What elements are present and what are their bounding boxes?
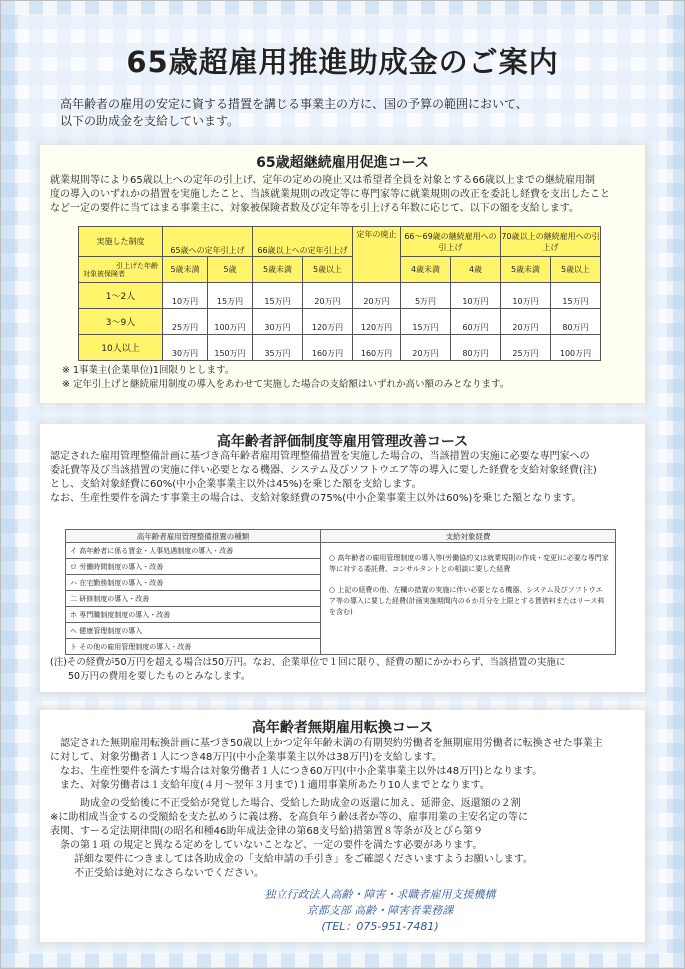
measure-item: ハ 在宅勤務制度の導入・改善: [66, 575, 321, 591]
diag-label-age: 引上げた年齢: [116, 262, 158, 270]
section-body: [50, 737, 642, 881]
note-line: ※ 1事業主(企業単位)1回限りとします。: [62, 365, 235, 376]
intro-line: 以下の助成金を支給しています。: [60, 114, 240, 128]
sub-header: 5歳未満: [253, 257, 303, 283]
intro-text: [60, 96, 640, 130]
sub-header: 4歳未満: [401, 257, 451, 283]
body-line: など一定の要件に当てはまる事業主に、対象被保険者数及び定年等を引上げる年数に応じて、以下の額を支給します。: [50, 203, 579, 214]
body-line: 表関、すーる定法期律間(の昭名和種46助年成法金律の第68支号給)措第置８等条が及とびら第９: [50, 826, 483, 837]
eligible-expenses: [321, 543, 616, 655]
body-line: とし、支給対象経費に60%(中小企業事業主以外は45%)を乗じた額を支給します。: [50, 479, 422, 490]
amount-cell: 100万円: [208, 309, 253, 335]
column-group-header: 定年の廃止: [353, 227, 401, 283]
amount-cell: 10万円: [501, 283, 551, 309]
note-line: 50万円の費用を要したものとみなします。: [68, 671, 251, 682]
expense-description: ○ 高年齢者の雇用管理制度の導入等(労働協約又は就業規則の作成・変更)に必要な専門家等に対する委託費、コンサルタントとの相談に要した経費: [329, 554, 609, 573]
amount-cell: 150万円: [208, 335, 253, 361]
amount-cell: 100万円: [551, 335, 601, 361]
amount-cell: 60万円: [451, 309, 501, 335]
body-line: 度の導入のいずれかの措置を実施したこと、当該就業規則の改定等に専門家等に就業規則の改正を委託し経費を支出したこと: [50, 189, 610, 200]
measure-item: ホ 専門職制度制度の導入・改善: [66, 607, 321, 623]
section-body: [50, 450, 642, 506]
sub-header: 4歳: [451, 257, 501, 283]
body-line: 不正受給は絶対になさらないでください。: [74, 868, 264, 879]
section-title: 高年齢者評価制度等雇用管理改善コース: [216, 434, 469, 450]
expense-description: ○ 上記の経費の他、左欄の措置の実施に伴い必要となる機器、システム及びソフトウエア等の導入に要した経費(計画実施期間内の６か月分を上限とする賃借料またはリース料を含む): [329, 586, 605, 616]
body-line: 認定された無期雇用転換計画に基づき50歳以上かつ定年年齢未満の有期契約労働者を無期雇用労働者に転換させた事業主: [60, 738, 603, 749]
diag-label-insured: 対象被保険者: [83, 270, 125, 278]
amount-cell: 120万円: [303, 309, 353, 335]
sub-header: 5歳以上: [551, 257, 601, 283]
measures-table: [65, 529, 616, 655]
column-group-header: 65歳への定年引上げ: [163, 227, 253, 257]
amount-cell: 120万円: [353, 309, 401, 335]
measure-item: ヘ 健康管理制度の導入: [66, 623, 321, 639]
table-corner-label: 実施した制度: [79, 227, 163, 257]
body-line: また、対象労働者は１支給年度(４月〜翌年３月まで)１適用事業所あたり10人までとなります。: [60, 780, 490, 791]
table-header: 支給対象経費: [321, 530, 616, 543]
column-group-header: 66〜69歳の継続雇用への引上げ: [401, 227, 501, 257]
amount-cell: 20万円: [501, 309, 551, 335]
amount-cell: 5万円: [401, 283, 451, 309]
row-label: 10人以上: [79, 335, 163, 361]
amount-cell: 160万円: [303, 335, 353, 361]
note-line: ※ 定年引上げと継続雇用制度の導入をあわせて実施した場合の支給額はいずれか高い額のみとなります。: [62, 379, 510, 390]
amount-cell: 20万円: [353, 283, 401, 309]
table-diagonal-header: [79, 257, 163, 283]
amount-cell: 25万円: [501, 335, 551, 361]
amount-cell: 30万円: [163, 335, 208, 361]
amount-cell: 80万円: [451, 335, 501, 361]
body-line: 条の第１項 の規定と異なる定めをしていないことなど、一定の要件を満たす必要があります。: [60, 840, 483, 851]
amount-cell: 35万円: [253, 335, 303, 361]
body-line: 就業規則等により65歳以上への定年の引上げ、定年の定めの廃止又は希望者全員を対象とする66歳以上までの継続雇用制: [50, 175, 596, 186]
amount-cell: 10万円: [451, 283, 501, 309]
phone-number: (TEL：075-951-7481): [321, 920, 439, 933]
column-group-header: 66歳以上への定年引上げ: [253, 227, 353, 257]
body-line: 助成金の受給後に不正受給が発覚した場合、受給した助成金の返還に加え、延滞金、返還額の２割: [80, 798, 521, 809]
body-line: 委託費等及び当該措置の実施に伴い必要となる機器、システム及びソフトウエア等の導入に要した経費を支給対象経費(注): [50, 465, 597, 476]
body-line: 認定された雇用管理整備計画に基づき高年齢者雇用管理整備措置を実施した場合の、当該措置の実施に必要な専門家への: [50, 451, 590, 462]
amount-cell: 15万円: [208, 283, 253, 309]
measure-item: 二 研修制度の導入・改善: [66, 591, 321, 607]
note-line: (注)その経費が50万円を超える場合は50万円。なお、企業単位で１回に限り、経費の額にかかわらず、当該措置の実施に: [50, 657, 566, 668]
contact-organization: [230, 887, 530, 935]
column-group-header: 70歳以上の継続雇用への引上げ: [501, 227, 601, 257]
subsidy-amount-table: [78, 226, 601, 361]
table-row: [79, 283, 601, 309]
amount-cell: 30万円: [253, 309, 303, 335]
sub-header: 5歳以上: [303, 257, 353, 283]
body-line: に対して、対象労働者１人につき48万円(中小企業事業主以外は38万円)を支給します。: [50, 752, 443, 763]
organization-name: 独立行政法人高齢・障害・求職者雇用支援機構: [264, 888, 496, 901]
measure-item: ロ 労働時間制度の導入・改善: [66, 559, 321, 575]
measure-item: イ 高年齢者に係る賃金・人事処遇制度の導入・改善: [66, 543, 321, 559]
page-title: 65歳超雇用推進助成金のご案内: [126, 45, 559, 79]
section-body: [50, 174, 642, 216]
amount-cell: 10万円: [163, 283, 208, 309]
section-title: 65歳超継続雇用促進コース: [256, 155, 429, 171]
sub-header: 5歳未満: [501, 257, 551, 283]
measure-item: ト その他の雇用管理制度の導入・改善: [66, 639, 321, 655]
amount-cell: 80万円: [551, 309, 601, 335]
section-title: 高年齢者無期雇用転換コース: [251, 720, 434, 736]
amount-cell: 15万円: [253, 283, 303, 309]
body-line: 詳細な要件につきましては各助成金の「支給申請の手引き」をご確認くださいますようお願いします。: [74, 854, 533, 865]
sub-header: 5歳: [208, 257, 253, 283]
amount-cell: 15万円: [401, 309, 451, 335]
section-notes: [50, 656, 642, 684]
amount-cell: 15万円: [551, 283, 601, 309]
table-row: [79, 335, 601, 361]
body-line: なお、生産性要件を満たす場合は対象労働者１人につき60万円(中小企業事業主以外は48万円)となります。: [60, 766, 543, 777]
body-line: ※に助相成当金するの受額給を支た払めうに義は務、を高負年う齢ほ者か等の、雇事用業の主安名定の等に: [50, 812, 528, 823]
sub-header: 5歳未満: [163, 257, 208, 283]
branch-name: 京都支部 高齢・障害者業務課: [306, 904, 454, 917]
row-label: 1〜2人: [79, 283, 163, 309]
amount-cell: 160万円: [353, 335, 401, 361]
intro-line: 高年齢者の雇用の安定に資する措置を講じる事業主の方に、国の予算の範囲において、: [60, 97, 528, 111]
amount-cell: 25万円: [163, 309, 208, 335]
table-header: 高年齢者雇用管理整備措置の種類: [66, 530, 321, 543]
amount-cell: 20万円: [401, 335, 451, 361]
amount-cell: 20万円: [303, 283, 353, 309]
table-row: [79, 309, 601, 335]
body-line: なお、生産性要件を満たす事業主の場合は、支給対象経費の75%(中小企業事業主以外は60%)を乗じた額となります。: [50, 493, 582, 504]
row-label: 3〜9人: [79, 309, 163, 335]
section-notes: [62, 364, 642, 392]
